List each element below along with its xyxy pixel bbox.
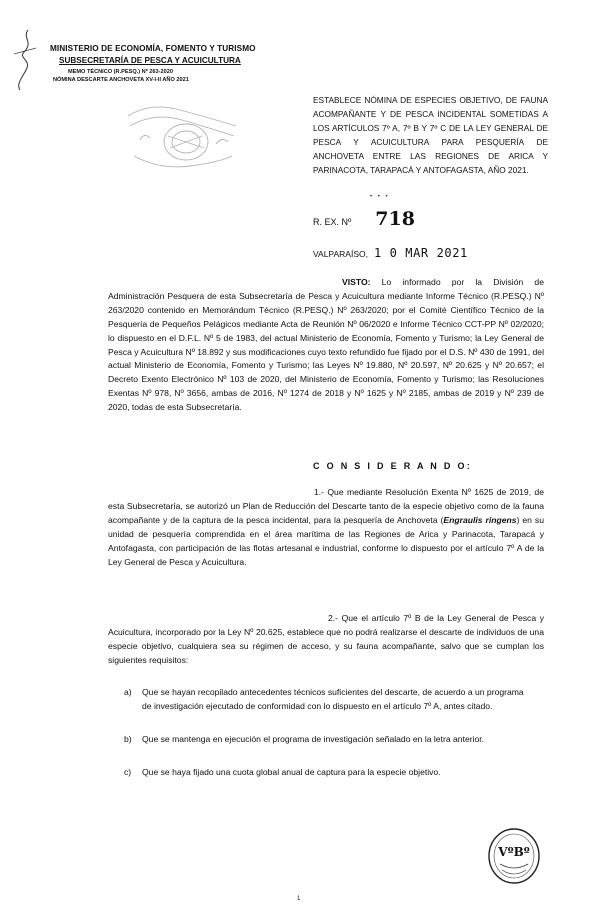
item-letter: a) xyxy=(124,687,132,697)
considerando-heading: C O N S I D E R A N D O: xyxy=(313,461,473,471)
item-letter: b) xyxy=(124,733,132,744)
subject-reference: NÓMINA DESCARTE ANCHOVETA XV-I-II AÑO 2021 xyxy=(53,77,189,83)
resolution-label: R. EX. Nº xyxy=(313,217,352,227)
ministry-name: MINISTERIO DE ECONOMÍA, FOMENTO Y TURISMO xyxy=(50,44,256,53)
requirements-list xyxy=(108,686,544,799)
item-text: Que se haya fijado una cuota global anual de captura para la especie objetivo. xyxy=(142,766,441,777)
resolution-number: 718 xyxy=(375,208,415,230)
visto-label: VISTO: xyxy=(342,277,371,287)
species-name: Engraulis ringens xyxy=(443,514,517,525)
resolution-title: ESTABLECE NÓMINA DE ESPECIES OBJETIVO, DE FAUNA ACOMPAÑANTE Y DE PESCA INCIDENTAL SOMETIDAS A LOS ARTÍCULOS 7º A, 7º B Y 7º C DE LA LEY GENERAL DE PESCA Y ACUICULTURA PARA PESQUERÍA DE ANCHOVETA ENTRE LAS REGIONES DE ARICA Y PARINACOTA, TARAPACÁ Y ANTOFAGASTA, AÑO 2021. xyxy=(313,95,548,175)
signature-mark xyxy=(8,24,44,94)
city: VALPARAÍSO, xyxy=(313,249,368,259)
page-number: 1 xyxy=(297,896,301,902)
visto-paragraph xyxy=(108,276,544,415)
undersecretariat-name: SUBSECRETARÍA DE PESCA Y ACUICULTURA xyxy=(59,56,241,65)
memo-reference: MEMO TÉCNICO (R.PESQ.) Nº 263-2020 xyxy=(68,69,173,75)
item-text: Que se mantenga en ejecución el programa de investigación señalado en la letra anterior. xyxy=(142,733,485,744)
considerando-paragraph-1: 1.- Que mediante Resolución Exenta Nº 1625 de 2019, de esta Subsecretaría, se autorizó un Plan de Reducción del Descarte tanto de la especie objetivo como de la fauna acompañante y de la captura de la pesca incidental, para la pesquería de Anchoveta (Engraulis ringens) en su unidad de pesquería comprendida en el área marítima de las Regiones de Arica y Parinacota, Tarapacá y Antofagasta, con participación de las flotas artesanal e industrial, conforme lo dispuesto por el artículo 7º A de la Ley General de Pesca y Acuicultura. xyxy=(108,487,544,567)
date-stamp: 1 0 MAR 2021 xyxy=(373,246,468,260)
date-line xyxy=(313,246,468,260)
list-item xyxy=(108,766,544,780)
official-seal-icon xyxy=(120,96,242,184)
separator-dots: • • • xyxy=(370,194,390,200)
document-header xyxy=(50,44,300,83)
visto-text: Lo informado por la División de Administración Pesquera de esta Subsecretaría de Pesca y Acuicultura mediante Informe Técnico (R.PESQ.) Nº 263/2020 contenido en Memorándum Técnico (R.PESQ.) Nº 263/2020; por el Comité Científico Técnico de la Pesquería de Pequeños Pelágicos mediante Acta de Reunión Nº 06/2020 e Informe Técnico CCT-PP Nº 02/2020; lo dispuesto en el D.F.L. Nº 5 de 1983, del actual Ministerio de Economía, Fomento y Turismo; la Ley General de Pesca y Acuicultura Nº 18.892 y sus modificaciones cuyo texto refundido fue fijado por el D.S. Nº 430 de 1991, del actual Ministerio de Economía, Fomento y Turismo; las Leyes Nº 19.880, Nº 20.597, Nº 20.625 y Nº 20.657; el Decreto Exento Electrónico Nº 103 de 2020, del Ministerio de Economía, Fomento y Turismo; las Resoluciones Exentas Nº 978, Nº 3656, ambas de 2016, Nº 1274 de 2018 y Nº 1625 y Nº 2185, ambas de 2019 y Nº 239 de 2020, todas de esta Subsecretaría. xyxy=(108,277,544,413)
approval-stamp-icon xyxy=(486,826,542,886)
resolution-number-line xyxy=(313,208,415,230)
considerando-paragraph-2: 2.- Que el artículo 7º B de la Ley General de Pesca y Acuicultura, incorporado por la Ley Nº 20.625, establece que no podrá realizarse el descarte de individuos de una especie objetivo, cualquiera sea su régimen de acceso, y su fauna acompañante, salvo que se cumplan los siguientes requisitos: xyxy=(108,613,544,665)
item-text: Que se hayan recopilado antecedentes técnicos suficientes del descarte, de acuerdo a un programa de investigación ejecutado de conformidad con lo dispuesto en el artículo 7º A, antes citado. xyxy=(142,687,524,711)
item-letter: c) xyxy=(124,766,132,777)
list-item xyxy=(108,733,544,747)
vobo-text: VºBº xyxy=(498,845,530,859)
list-item xyxy=(108,686,544,714)
